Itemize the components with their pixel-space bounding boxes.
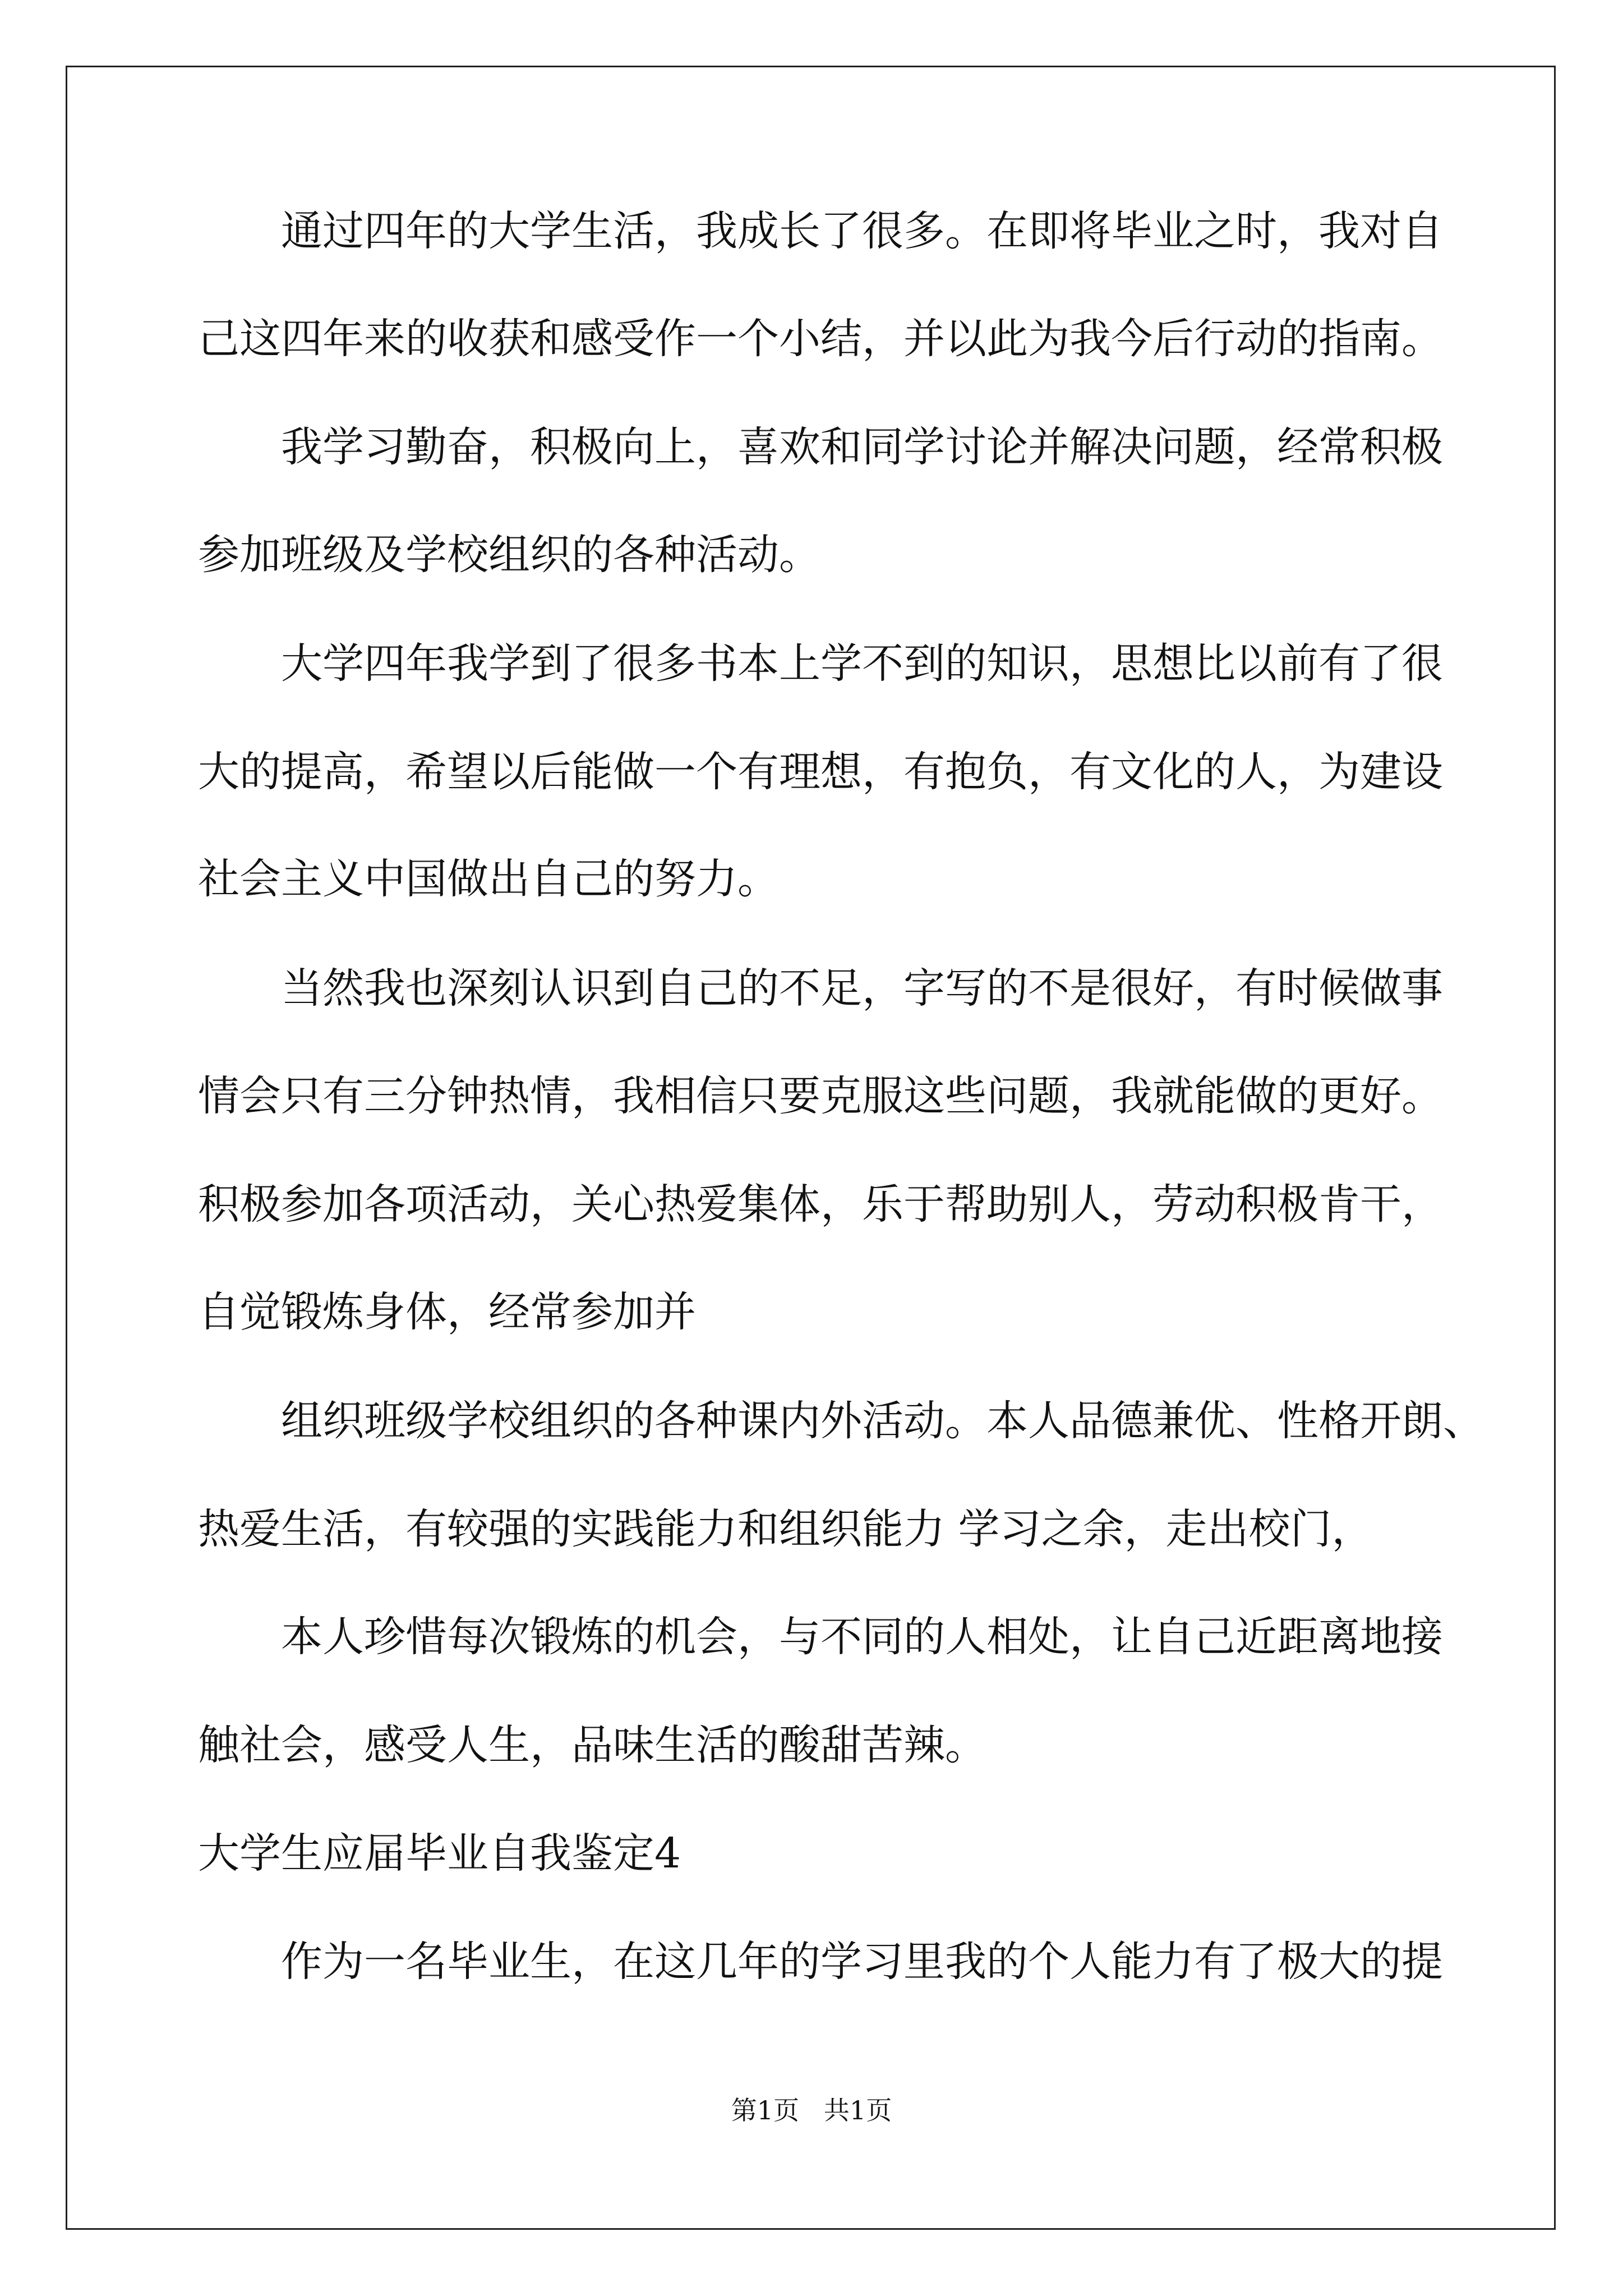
- paragraph-line: 自觉锻炼身体，经常参加并: [198, 1288, 696, 1336]
- paragraph-line: 我学习勤奋，积极向上，喜欢和同学讨论并解决问题，经常积极: [281, 423, 1443, 471]
- paragraph-line: 积极参加各项活动，关心热爱集体，乐于帮助别人，劳动积极肯干，: [198, 1180, 1443, 1228]
- paragraph-line: 大的提高，希望以后能做一个有理想，有抱负，有文化的人，为建设: [198, 748, 1443, 796]
- paragraph-line: 社会主义中国做出自己的努力。: [198, 855, 779, 903]
- paragraph-line: 通过四年的大学生活，我成长了很多。在即将毕业之时，我对自: [281, 207, 1443, 255]
- paragraph-line: 情会只有三分钟热情，我相信只要克服这些问题，我就能做的更好。: [198, 1072, 1443, 1120]
- paragraph-line: 作为一名毕业生，在这几年的学习里我的个人能力有了极大的提: [281, 1938, 1443, 1986]
- paragraph-line: 热爱生活，有较强的实践能力和组织能力 学习之余，走出校门，: [198, 1505, 1373, 1553]
- section-heading: 大学生应届毕业自我鉴定4: [198, 1829, 681, 1878]
- page-number-footer: 第1页 共1页: [731, 2095, 892, 2125]
- paragraph-line: 当然我也深刻认识到自己的不足，字写的不是很好，有时候做事: [281, 964, 1443, 1013]
- page-border: [66, 66, 1556, 2230]
- paragraph-line: 参加班级及学校组织的各种活动。: [198, 531, 820, 579]
- paragraph-line: 触社会，感受人生，品味生活的酸甜苦辣。: [198, 1721, 986, 1769]
- paragraph-line: 己这四年来的收获和感受作一个小结，并以此为我今后行动的指南。: [198, 315, 1443, 363]
- paragraph-line: 组织班级学校组织的各种课内外活动。本人品德兼优、性格开朗、: [281, 1397, 1484, 1445]
- paragraph-line: 大学四年我学到了很多书本上学不到的知识，思想比以前有了很: [281, 639, 1443, 688]
- paragraph-line: 本人珍惜每次锻炼的机会，与不同的人相处，让自己近距离地接: [281, 1613, 1443, 1661]
